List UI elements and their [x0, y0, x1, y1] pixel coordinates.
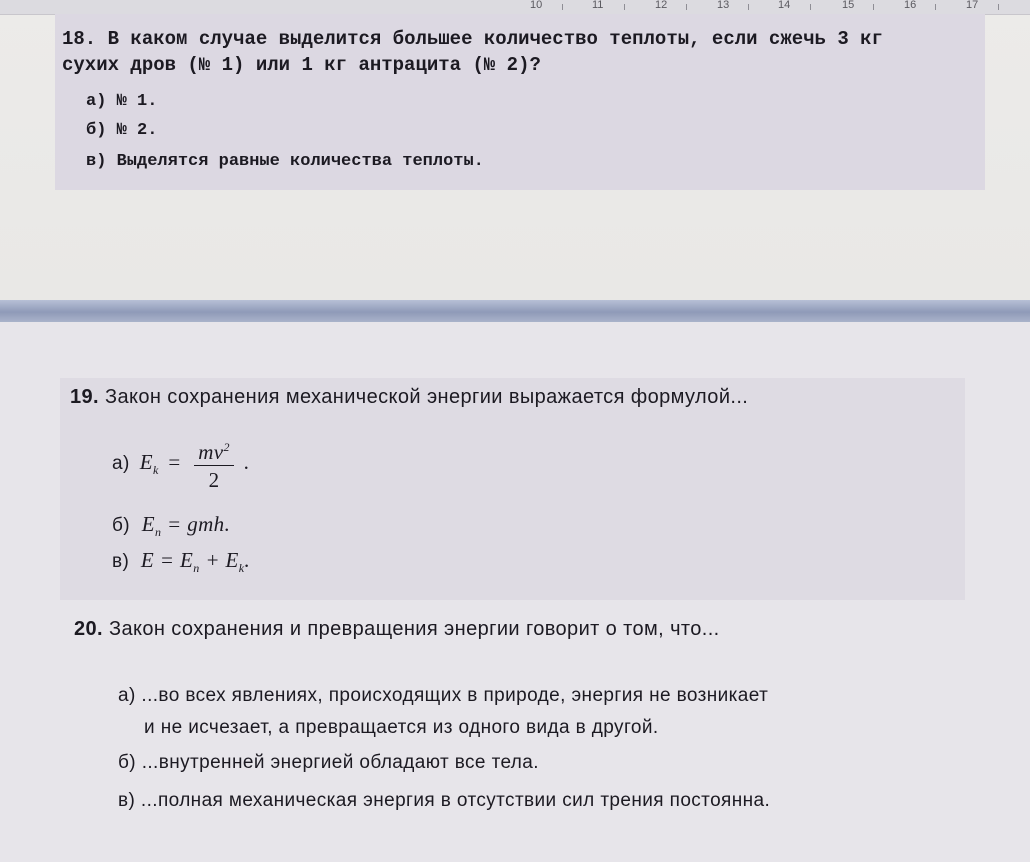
option-letter: в) [118, 790, 136, 811]
option-letter: в) [86, 152, 107, 171]
ruler-number: 17 [966, 0, 979, 11]
formula-total-energy: $E = E_п + E_k$. [140, 548, 251, 576]
option-text: ...во всех явлениях, происходящих в природе, энергия не возникает [141, 685, 769, 706]
fraction: $\frac{mv^2}{2}$ [194, 434, 234, 494]
answer-option-b[interactable] [86, 121, 157, 140]
ruler-number: 11 [592, 0, 604, 11]
question-text: Закон сохранения и превращения энергии говорит о том, что... [108, 618, 720, 640]
question-18 [62, 26, 987, 78]
answer-option-c[interactable] [118, 790, 770, 812]
question-text-line2: сухих дров (№ 1) или 1 кг антрацита (№ 2)? [62, 54, 541, 76]
answer-option-a[interactable] [118, 680, 998, 744]
option-text: № 2. [116, 121, 158, 140]
answer-option-b[interactable] [118, 752, 539, 774]
answer-option-b[interactable] [112, 512, 230, 540]
formula-kinetic-energy: $E_k$ = $\frac{mv^2}{2}$ . [140, 434, 250, 494]
option-text-line2: и не исчезает, а превращается из одного вида в другой. [144, 717, 659, 738]
option-text: № 1. [116, 92, 158, 111]
formula-potential-energy: $E_п$ = gmh. [141, 512, 231, 540]
question-number: 18. [62, 28, 97, 50]
option-text: ...внутренней энергией обладают все тела. [141, 752, 539, 773]
option-text: ...полная механическая энергия в отсутствии сил трения постоянна. [140, 790, 771, 811]
answer-option-c[interactable] [86, 152, 484, 171]
question-20 [74, 618, 720, 641]
question-number: 20. [74, 618, 104, 640]
question-text: Закон сохранения механической энергии выражается формулой... [104, 386, 749, 408]
ruler-number: 10 [530, 0, 543, 11]
option-letter: в) [112, 551, 130, 572]
answer-option-a[interactable] [86, 92, 157, 111]
question-19 [70, 386, 748, 409]
question-number: 19. [70, 386, 100, 408]
option-letter: а) [112, 453, 130, 474]
ruler [0, 0, 1030, 15]
answer-option-a[interactable] [112, 434, 249, 494]
ruler-number: 12 [655, 0, 668, 11]
option-text: Выделятся равные количества теплоты. [116, 152, 484, 171]
ruler-number: 13 [717, 0, 730, 11]
ruler-number: 15 [842, 0, 855, 11]
option-letter: а) [118, 685, 136, 706]
ruler-number: 14 [778, 0, 791, 11]
option-letter: б) [86, 121, 107, 140]
option-letter: а) [86, 92, 107, 111]
top-page [0, 0, 1030, 300]
question-text: В каком случае выделится большее количество теплоты, если сжечь 3 кг [107, 28, 883, 50]
option-letter: б) [112, 515, 131, 536]
ruler-number: 16 [904, 0, 917, 11]
option-letter: б) [118, 752, 137, 773]
page-separator [0, 300, 1030, 322]
answer-option-c[interactable] [112, 548, 250, 576]
